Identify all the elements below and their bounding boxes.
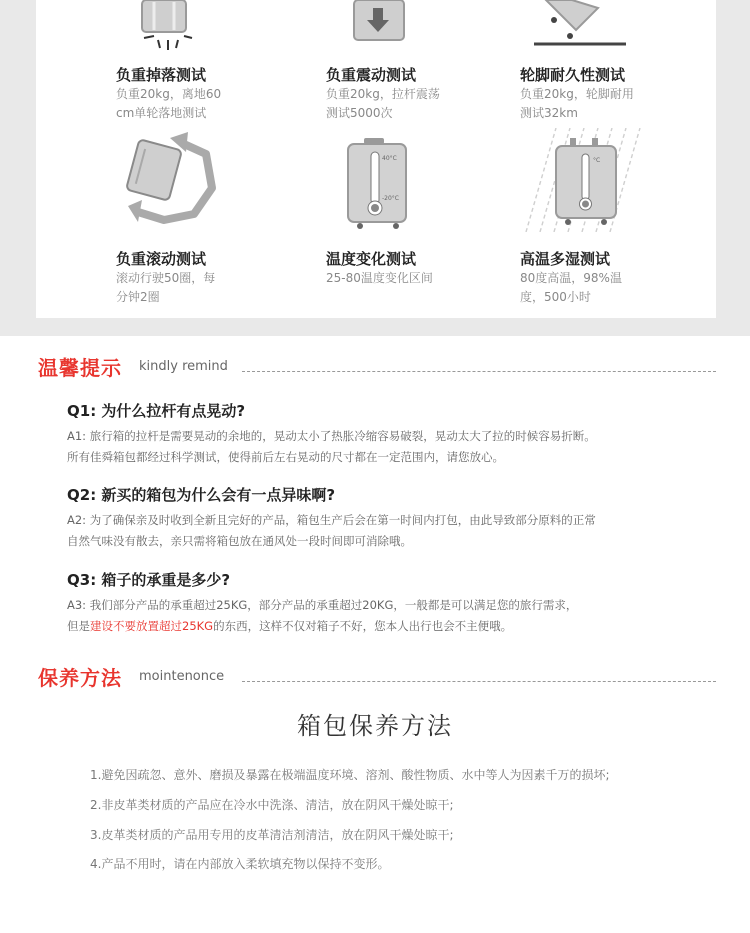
- care-item-2: 2.非皮革类材质的产品应在冷水中洗涤、清洁，放在阴风干燥处晾干;: [90, 798, 454, 812]
- tests-card: [36, 0, 716, 318]
- care-divider: [242, 681, 716, 682]
- temperature-test-icon: [344, 138, 410, 230]
- hot-label: 40°C: [382, 155, 397, 162]
- remind-divider: [242, 371, 716, 372]
- qa-item-2: [67, 484, 707, 552]
- answer-2: A2: 为了确保亲及时收到全新且完好的产品，箱包生产后会在第一时间内打包，由此导致部分原料的正常 自然气味没有散去，亲只需将箱包放在通风处一段时间即可消除哦。: [67, 513, 596, 548]
- answer-1: A1: 旅行箱的拉杆是需要晃动的余地的，晃动太小了热胀冷缩容易破裂，晃动太大了拉的时候容易折断。 所有佳舜箱包都经过科学测试，使得前后左右晃动的尺寸都在一定范围内，请您放心。: [67, 429, 596, 464]
- remind-title: 温馨提示: [38, 356, 122, 380]
- qa-item-3: [67, 569, 707, 637]
- test-title-humidity: 高温多湿测试: [520, 250, 611, 268]
- test-desc-rolling: 滚动行驶50圈，每 分钟2圈: [116, 271, 216, 304]
- test-title-vibration: 负重震动测试: [326, 66, 417, 84]
- test-title-drop: 负重掉落测试: [116, 66, 207, 84]
- vibration-test-icon: [352, 0, 406, 44]
- test-desc-wheel: 负重20kg，轮脚耐用 测试32km: [520, 87, 634, 120]
- care-heading: 箱包保养方法: [297, 712, 453, 740]
- answer-3: A3: 我们部分产品的承重超过25KG，部分产品的承重超过20KG，一般都是可以满足您的旅行需求， 但是建设不要放置超过25KG的东西，这样不仅对箱子不好，您本人出行也会不主便哦。: [67, 598, 578, 633]
- question-1: Q1: 为什么拉杆有点晃动?: [67, 402, 246, 420]
- drop-test-icon: [132, 0, 202, 56]
- question-2: Q2: 新买的箱包为什么会有一点异味啊?: [67, 486, 336, 504]
- warning-text: 建设不要放置超过25KG: [90, 619, 214, 633]
- rolling-test-icon: [114, 130, 224, 230]
- cold-label: -20°C: [382, 195, 399, 202]
- care-section-subtitle: mointenonce: [139, 669, 225, 684]
- test-title-rolling: 负重滚动测试: [116, 250, 207, 268]
- qa-item-1: [67, 400, 707, 468]
- test-title-wheel: 轮脚耐久性测试: [520, 66, 626, 84]
- care-item-4: 4.产品不用时，请在内部放入柔软填充物以保持不变形。: [90, 857, 390, 871]
- test-desc-humidity: 80度高温，98%温 度，500小时: [520, 271, 622, 304]
- wheel-durability-icon: [532, 0, 632, 48]
- humidity-test-icon: [516, 128, 646, 232]
- test-desc-vibration: 负重20kg，拉杆震荡 测试5000次: [326, 87, 440, 120]
- test-desc-drop: 负重20kg，离地60 cm单轮落地测试: [116, 87, 222, 120]
- humid-label: °C: [593, 157, 601, 164]
- remind-subtitle: kindly remind: [139, 359, 228, 374]
- question-3: Q3: 箱子的承重是多少?: [67, 571, 231, 589]
- test-title-temperature: 温度变化测试: [326, 250, 417, 268]
- care-header: [38, 662, 716, 688]
- care-item-1: 1.避免因疏忽、意外、磨损及暴露在极端温度环境、溶剂、酸性物质、水中等人为因素千万的损坏;: [90, 768, 610, 782]
- remind-header: [38, 352, 716, 378]
- care-item-3: 3.皮革类材质的产品用专用的皮革清洁剂清洁，放在阴风干燥处晾干;: [90, 828, 454, 842]
- care-section-title: 保养方法: [38, 666, 122, 690]
- test-desc-temperature: 25-80温度变化区间: [326, 271, 433, 285]
